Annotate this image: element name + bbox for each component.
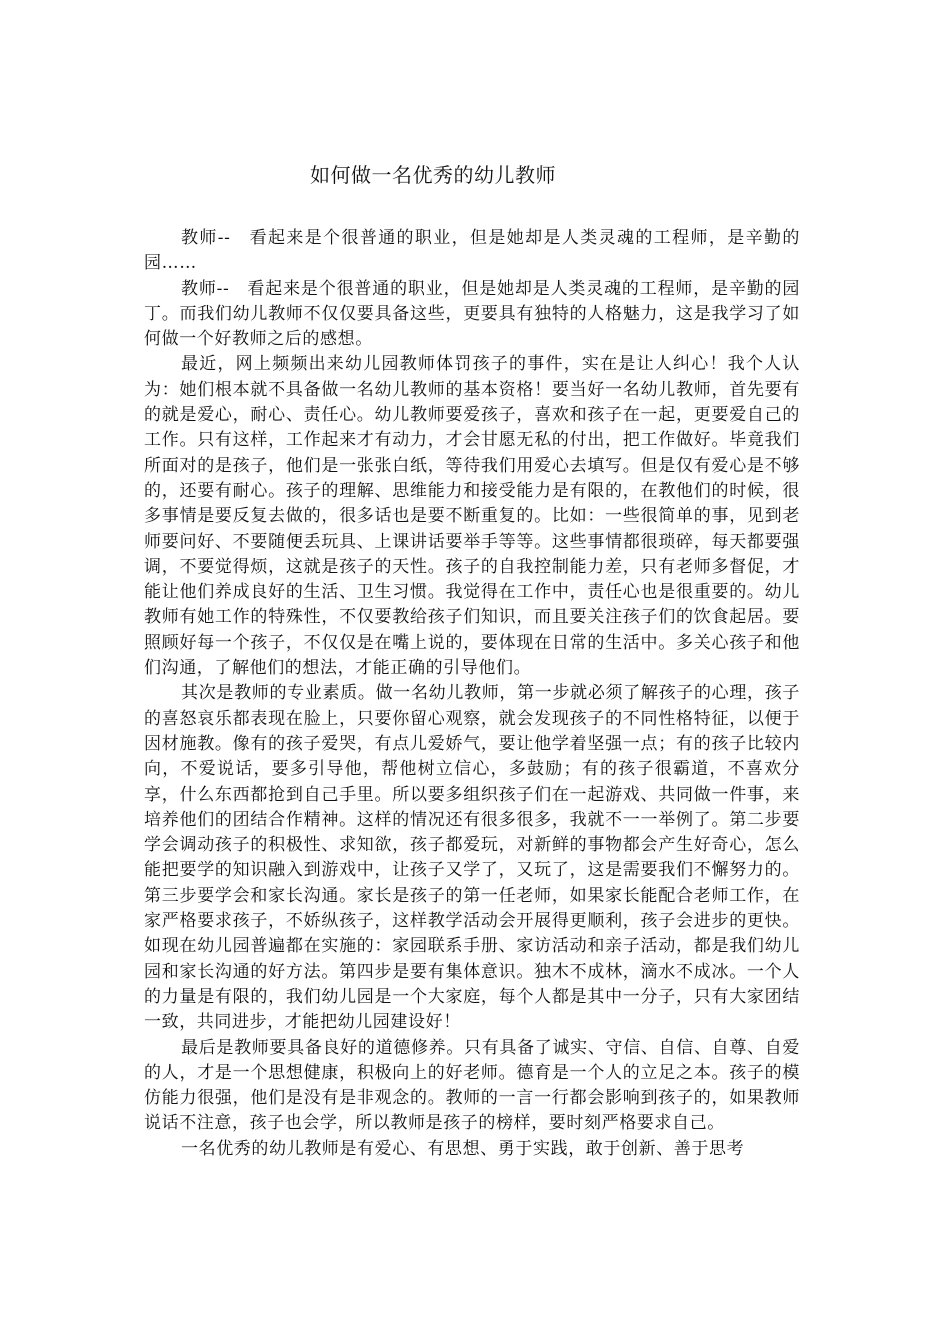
- paragraph-intro-excerpt: 教师-- 看起来是个很普通的职业，但是她却是人类灵魂的工程师，是辛勤的园……: [144, 228, 800, 274]
- paragraph-professional-quality: 其次是教师的专业素质。做一名幼儿教师，第一步就必须了解孩子的心理，孩子的喜怒哀乐都表现在脸上，只要你留心观察，就会发现孩子的不同性格特征，以便于因材施教。像有的孩子爱哭，有点儿爱娇气，要让他学着坚强一点；有的孩子比较内向，不爱说话，要多引导他，帮他树立信心，多鼓励；有的孩子很霸道，不喜欢分享，什么东西都抢到自己手里。所以要多组织孩子们在一起游戏、共同做一件事，来培养他们的团结合作精神。这样的情况还有很多很多，我就不一一举例了。第二步要学会调动孩子的积极性、求知欲，孩子都爱玩，对新鲜的事物都会产生好奇心，怎么能把要学的知识融入到游戏中，让孩子又学了，又玩了，这是需要我们不懈努力的。第三步要学会和家长沟通。家长是孩子的第一任老师，如果家长能配合老师工作，在家严格要求孩子，不娇纵孩子，这样教学活动会开展得更顺利，孩子会进步的更快。如现在幼儿园普遍都在实施的：家园联系手册、家访活动和亲子活动，都是我们幼儿园和家长沟通的好方法。第四步是要有集体意识。独木不成林，滴水不成冰。一个人的力量是有限的，我们幼儿园是一个大家庭，每个人都是其中一分子，只有大家团结一致，共同进步，才能把幼儿园建设好！: [144, 683, 800, 1033]
- paragraph-conclusion: 一名优秀的幼儿教师是有爱心、有思想、勇于实践，敢于创新、善于思考: [181, 1138, 745, 1159]
- document-body: [144, 226, 800, 1162]
- paragraph-intro: 教师-- 看起来是个很普通的职业，但是她却是人类灵魂的工程师，是辛勤的园丁。而我们幼儿教师不仅仅要具备这些，更要具有独特的人格魅力，这是我学习了如何做一个好教师之后的感想。: [144, 278, 800, 350]
- paragraph-moral-cultivation: 最后是教师要具备良好的道德修养。只有具备了诚实、守信、自信、自尊、自爱的人，才是一个思想健康，积极向上的好老师。德育是一个人的立足之本。孩子的模仿能力很强，他们是没有是非观念的。教师的一言一行都会影响到孩子的，如果教师说话不注意，孩子也会学，所以教师是孩子的榜样，要时刻严格要求自己。: [144, 1037, 800, 1134]
- paragraph-love-patience-responsibility: 最近，网上频频出来幼儿园教师体罚孩子的事件，实在是让人纠心！我个人认为：她们根本就不具备做一名幼儿教师的基本资格！要当好一名幼儿教师，首先要有的就是爱心，耐心、责任心。幼儿教师要爱孩子，喜欢和孩子在一起，更要爱自己的工作。只有这样，工作起来才有动力，才会甘愿无私的付出，把工作做好。毕竟我们所面对的是孩子，他们是一张张白纸，等待我们用爱心去填写。但是仅有爱心是不够的，还要有耐心。孩子的理解、思维能力和接受能力是有限的，在教他们的时候，很多事情是要反复去做的，很多话也是要不断重复的。比如：一些很简单的事，见到老师要问好、不要随便丢玩具、上课讲话要举手等等。这些事情都很琐碎，每天都要强调，不要觉得烦，这就是孩子的天性。孩子的自我控制能力差，只有老师多督促，才能让他们养成良好的生活、卫生习惯。我觉得在工作中，责任心也是很重要的。幼儿教师有她工作的特殊性，不仅要教给孩子们知识，而且要关注孩子们的饮食起居。要照顾好每一个孩子，不仅仅是在嘴上说的，要体现在日常的生活中。多关心孩子和他们沟通，了解他们的想法，才能正确的引导他们。: [144, 354, 800, 679]
- document-title: 如何做一名优秀的幼儿教师: [310, 163, 556, 187]
